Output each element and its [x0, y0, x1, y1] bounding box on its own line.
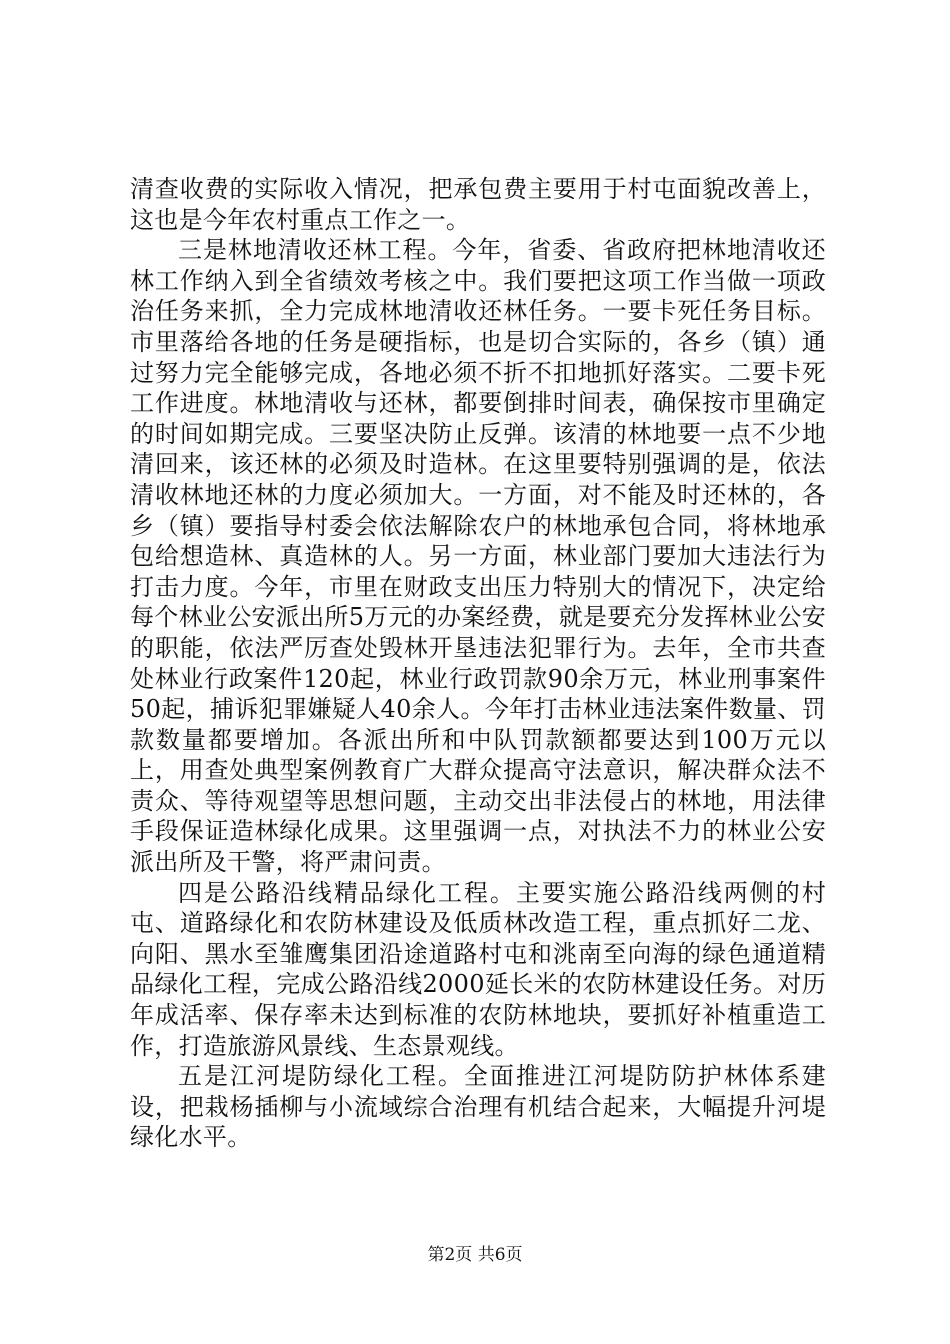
paragraph-highway-greening: 四是公路沿线精品绿化工程。主要实施公路沿线两侧的村屯、道路绿化和农防林建设及低质林改造工程，重点抓好二龙、向阳、黑水至雏鹰集团沿途道路村屯和洮南至向海的绿色通道精品绿化工程，完成公路沿线2000延长米的农防林建设任务。对历年成活率、保存率未达到标准的农防林地块，要抓好补植重造工作，打造旅游风景线、生态景观线。 — [130, 878, 826, 1060]
paragraph-river-embankment-greening: 五是江河堤防绿化工程。全面推进江河堤防防护林体系建设，把栽杨插柳与小流域综合治理有机结合起来，大幅提升河堤绿化水平。 — [130, 1062, 826, 1152]
paragraph-forest-land-recovery: 三是林地清收还林工程。今年，省委、省政府把林地清收还林工作纳入到全省绩效考核之中。我们要把这项工作当做一项政治任务来抓，全力完成林地清收还林任务。一要卡死任务目标。市里落给各地的任务是硬指标，也是切合实际的，各乡（镇）通过努力完全能够完成，各地必须不折不扣地抓好落实。二要卡死工作进度。林地清收与还林，都要倒排时间表，确保按市里确定的时间如期完成。三要坚决防止反弹。该清的林地要一点不少地清回来，该还林的必须及时造林。在这里要特别强调的是，依法清收林地还林的力度必须加大。一方面，对不能及时还林的，各乡（镇）要指导村委会依法解除农户的林地承包合同，将林地承包给想造林、真造林的人。另一方面，林业部门要加大违法行为打击力度。今年，市里在财政支出压力特别大的情况下，决定给每个林业公安派出所5万元的办案经费，就是要充分发挥林业公安的职能，依法严厉查处毁林开垦违法犯罪行为。去年，全市共查处林业行政案件120起，林业行政罚款90余万元，林业刑事案件50起，捕诉犯罪嫌疑人40余人。今年打击林业违法案件数量、罚款数量都要增加。各派出所和中队罚款额都要达到100万元以上，用查处典型案例教育广大群众提高守法意识，解决群众法不责众、等待观望等思想问题，主动交出非法侵占的林地，用法律手段保证造林绿化成果。这里强调一点，对执法不力的林业公安派出所及干警，将严肃问责。 — [130, 236, 826, 877]
paragraph-continuation: 清查收费的实际收入情况，把承包费主要用于村屯面貌改善上，这也是今年农村重点工作之一。 — [130, 175, 826, 234]
document-body — [130, 174, 826, 1153]
page-number-footer: 第2页 共6页 — [427, 1245, 523, 1265]
